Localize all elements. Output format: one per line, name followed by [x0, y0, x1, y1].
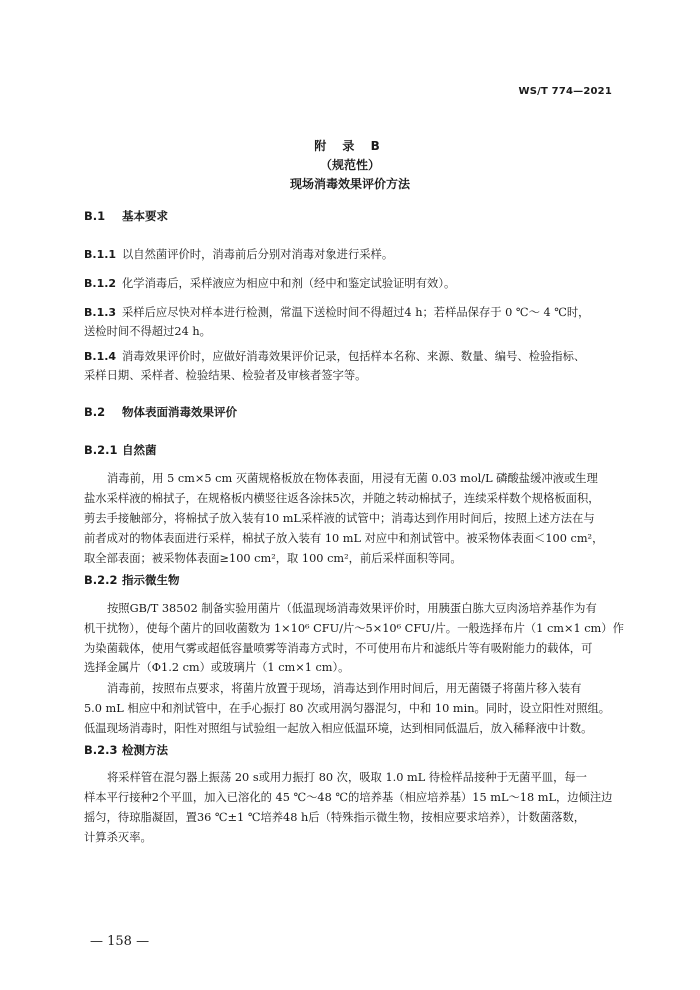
page-number: — 158 —	[90, 934, 150, 949]
paragraph-line: 取全部表面；被采物体表面≥100 cm²，取 100 cm²，前后采样面积等同。	[84, 552, 462, 565]
section-heading-b2	[84, 402, 634, 423]
paragraph-line: 样本平行接种2个平皿，加入已溶化的 45 ℃～48 ℃的培养基（相应培养基）15 mL～18 mL，边倾注边	[84, 791, 613, 804]
clause-number: B.1.2	[84, 277, 117, 290]
subsection-title: 指示微生物	[122, 573, 180, 587]
annex-name: 现场消毒效果评价方法	[289, 177, 410, 191]
clause-b1-1	[84, 244, 634, 265]
clause-b1-4	[84, 346, 634, 367]
clause-b1-3-continued: 送检时间不得超过24 h。	[84, 325, 211, 338]
subsection-title: 自然菌	[122, 443, 157, 457]
section-title: 物体表面消毒效果评价	[122, 405, 237, 419]
paragraph-line: 剪去手接触部分，将棉拭子放入装有10 mL采样液的试管中；消毒达到作用时间后，按照上述方法在与	[84, 512, 595, 525]
section-title: 基本要求	[122, 209, 168, 223]
paragraph-line: 计算杀灭率。	[84, 831, 152, 844]
paragraph-line: 机干扰物），使每个菌片的回收菌数为 1×10⁶ CFU/片～5×10⁶ CFU/片。一般选择布片（1 cm×1 cm）作	[84, 622, 624, 635]
paragraph-line: 消毒前，用 5 cm×5 cm 灭菌规格板放在物体表面，用浸有无菌 0.03 mol/L 磷酸盐缓冲液或生理	[107, 472, 598, 485]
paragraph-line: 盐水采样液的棉拭子，在规格板内横竖往返各涂抹5次，并随之转动棉拭子，连续采样数个规格板面积，	[84, 492, 600, 505]
clause-number: B.1.3	[84, 306, 117, 319]
subsection-heading-b2-2	[84, 570, 634, 591]
subsection-title: 检测方法	[122, 743, 168, 757]
clause-text: 以自然菌评价时，消毒前后分别对消毒对象进行采样。	[122, 248, 394, 261]
subsection-number: B.2.1	[84, 443, 118, 457]
paragraph-line: 按照GB/T 38502 制备实验用菌片（低温现场消毒效果评价时，用胰蛋白胨大豆肉汤培养基作为有	[107, 602, 597, 615]
clause-text: 消毒效果评价时，应做好消毒效果评价记录，包括样本名称、来源、数量、编号、检验指标、	[122, 350, 586, 363]
clause-text: 采样后应尽快对样本进行检测，常温下送检时间不得超过4 h；若样品保存于 0 ℃～ 4 ℃时，	[122, 306, 590, 319]
subsection-heading-b2-1	[84, 440, 634, 461]
clause-b1-3	[84, 302, 634, 323]
standard-code: WS/T 774—2021	[518, 86, 612, 97]
annex-label: 附 录 B	[314, 139, 386, 153]
paragraph-line: 前者成对的物体表面进行采样，棉拭子放入装有 10 mL 对应中和剂试管中。被采物体表面＜100 cm²，	[84, 532, 604, 545]
subsection-number: B.2.3	[84, 743, 118, 757]
paragraph-line: 摇匀，待琼脂凝固，置36 ℃±1 ℃培养48 h后（特殊指示微生物，按相应要求培养），计数菌落数，	[84, 811, 586, 824]
section-number: B.2	[84, 405, 106, 419]
paragraph-line: 消毒前，按照布点要求，将菌片放置于现场，消毒达到作用时间后，用无菌镊子将菌片移入装有	[107, 682, 582, 695]
subsection-number: B.2.2	[84, 573, 118, 587]
clause-b1-4-continued: 采样日期、采样者、检验结果、检验者及审核者签字等。	[84, 369, 367, 382]
paragraph-line: 将采样管在混匀器上振荡 20 s或用力振打 80 次，吸取 1.0 mL 待检样品接种于无菌平皿，每一	[107, 771, 587, 784]
clause-number: B.1.1	[84, 248, 117, 261]
paragraph-line: 5.0 mL 相应中和剂试管中，在手心振打 80 次或用涡匀器混匀，中和 10 min。同时，设立阳性对照组。	[84, 702, 611, 715]
paragraph-line: 选择金属片（Φ1.2 cm）或玻璃片（1 cm×1 cm）。	[84, 661, 350, 674]
clause-b1-2	[84, 273, 634, 294]
annex-status: （规范性）	[319, 158, 380, 172]
section-heading-b1	[84, 206, 634, 227]
paragraph-line: 为染菌载体，使用气雾或超低容量喷雾等消毒方式时，不可使用布片和滤纸片等有吸附能力的载体，可	[84, 642, 593, 655]
subsection-heading-b2-3	[84, 740, 634, 761]
clause-text: 化学消毒后，采样液应为相应中和剂（经中和鉴定试验证明有效）。	[122, 277, 456, 290]
annex-title-block	[0, 137, 700, 194]
section-number: B.1	[84, 209, 106, 223]
paragraph-line: 低温现场消毒时，阳性对照组与试验组一起放入相应低温环境，达到相同低温后，放入稀释液中计数。	[84, 722, 593, 735]
clause-number: B.1.4	[84, 350, 117, 363]
